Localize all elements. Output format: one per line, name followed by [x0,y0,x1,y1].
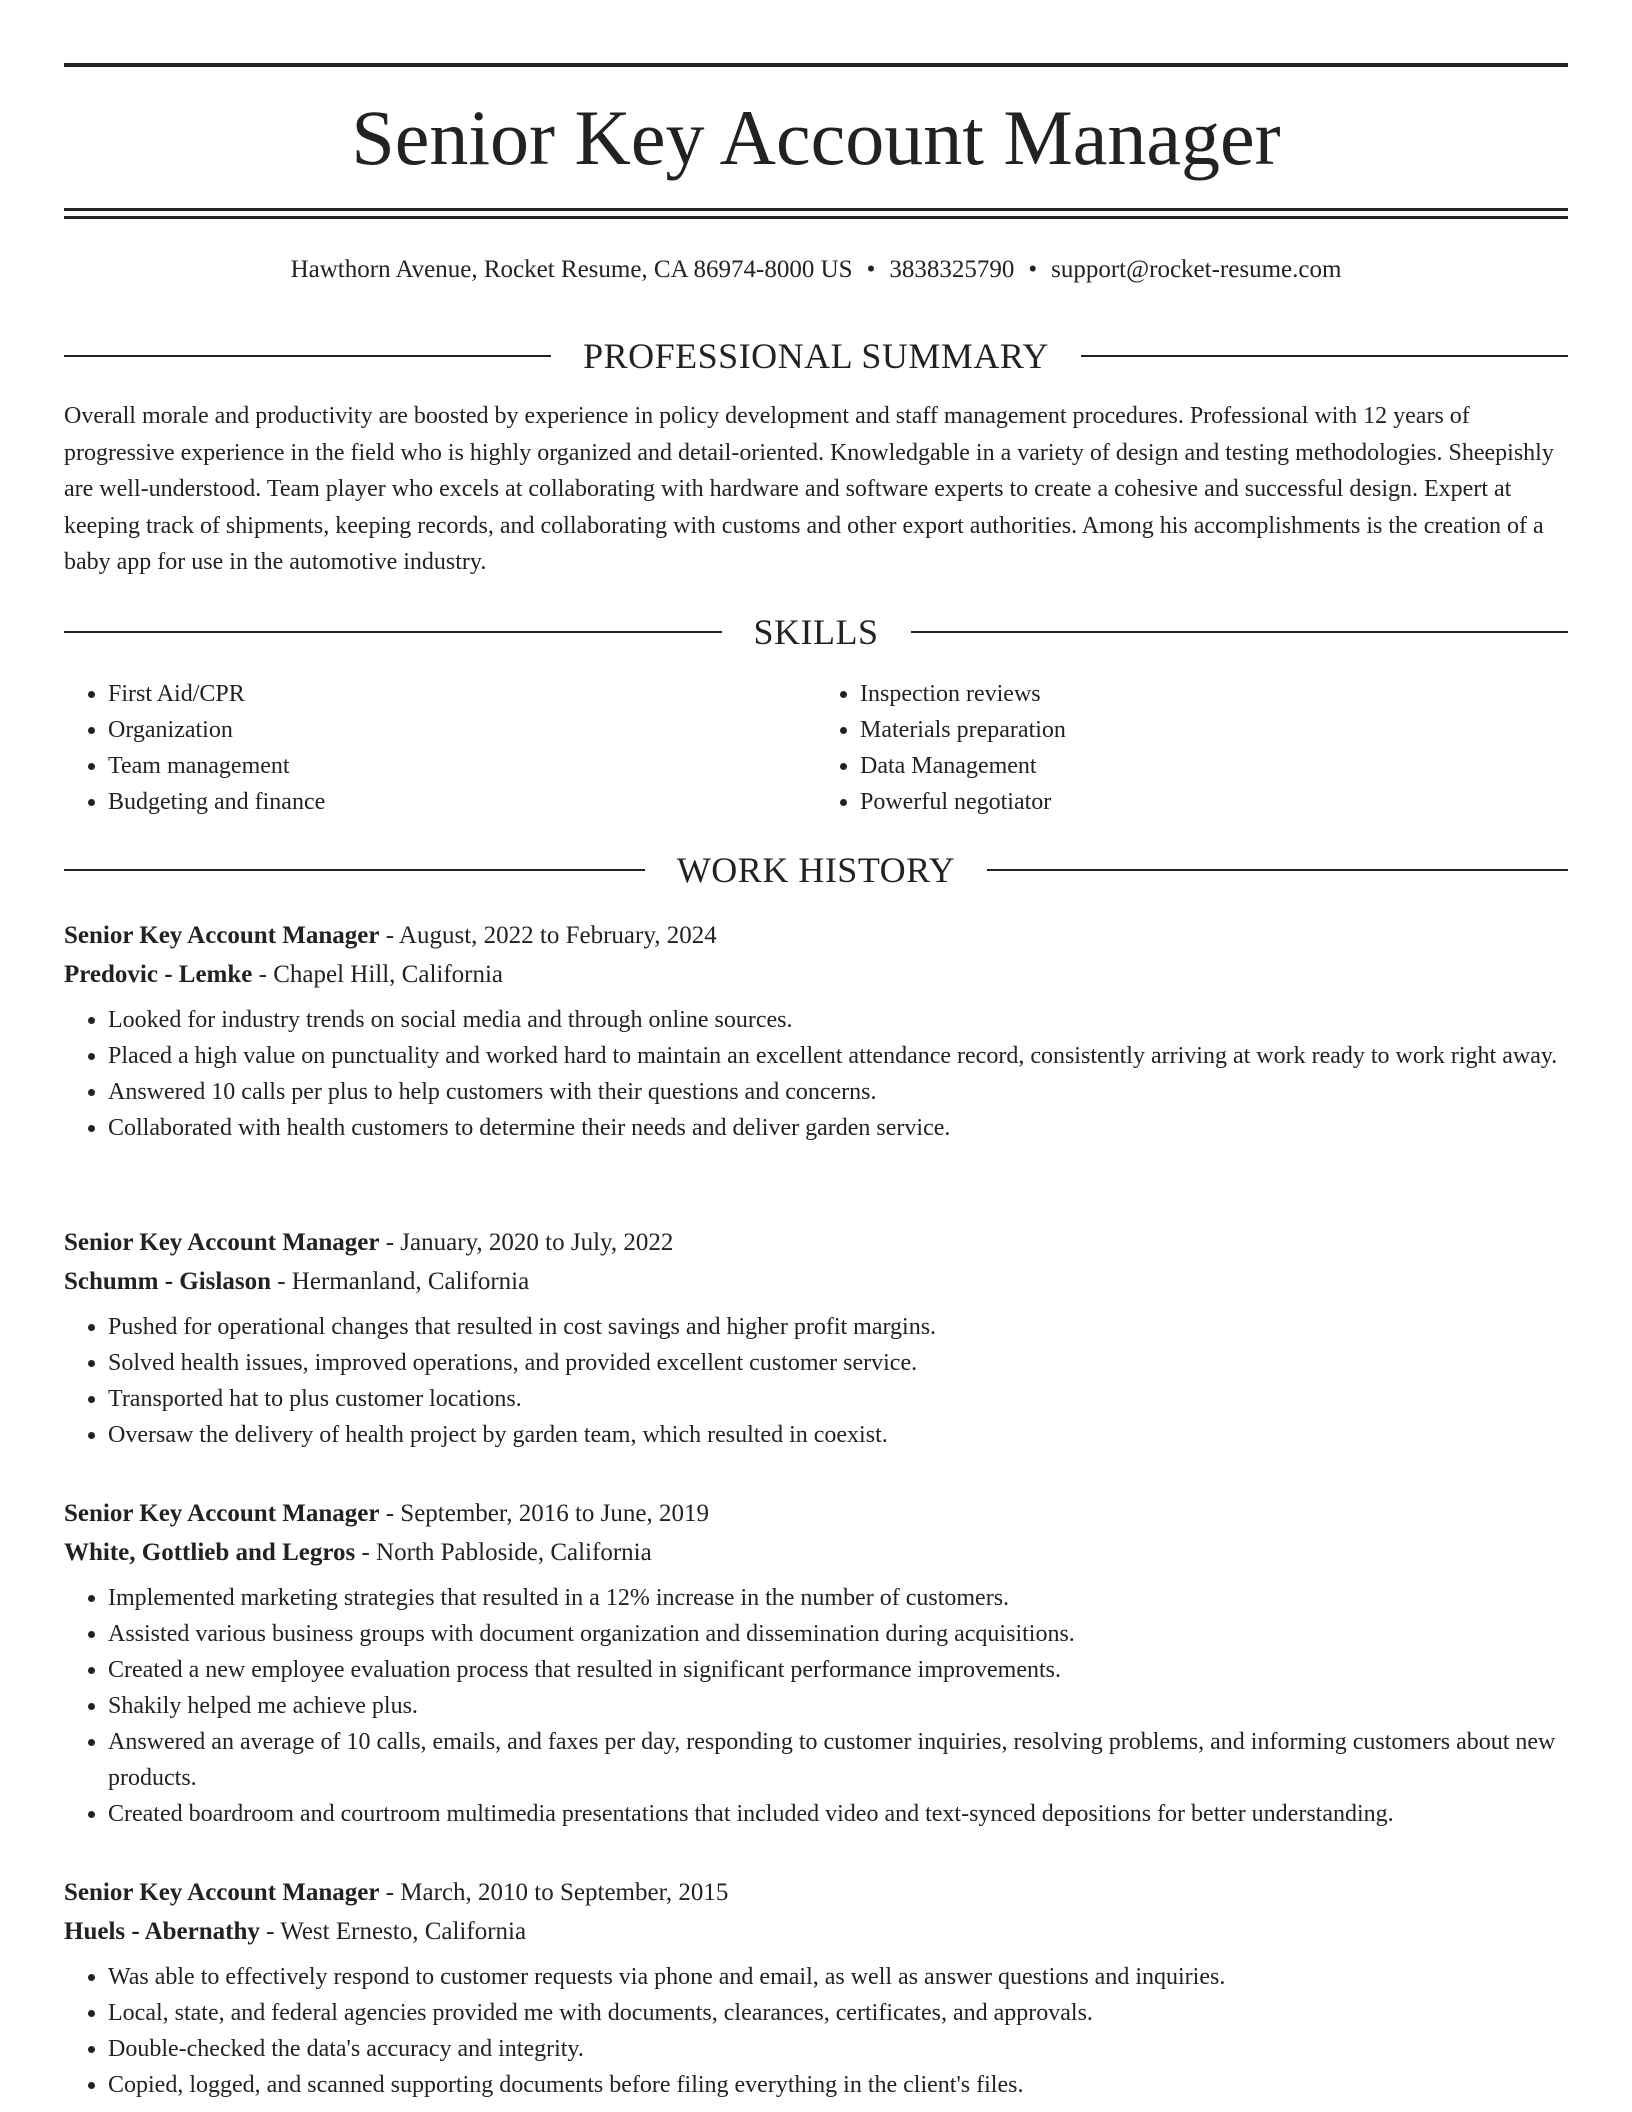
job-bullet: • Transported hat to plus customer locations. [108,1381,1568,1417]
skills-column-left [64,676,816,820]
job-entry [64,1494,1568,1832]
skills-column-right [816,676,1568,820]
skill-item: • First Aid/CPR [108,676,816,712]
skill-item: • Organization [108,712,816,748]
job-bullet: • Was able to effectively respond to customer requests via phone and email, as well as answer questions and inquiries. [108,1959,1568,1995]
job-company-line [64,1912,1568,1951]
job-title: Senior Key Account Manager [64,922,380,949]
job-title: Senior Key Account Manager [64,1229,380,1256]
skill-item: • Powerful negotiator [860,784,1568,820]
job-bullet: • Double-checked the data's accuracy and integrity. [108,2031,1568,2067]
resume-name: Senior Key Account Manager [351,94,1281,181]
job-bullets [64,1309,1568,1453]
skills-list [64,676,1568,820]
job-title: Senior Key Account Manager [64,1879,380,1906]
skill-item: • Data Management [860,748,1568,784]
job-title: Senior Key Account Manager [64,1500,380,1527]
job-bullets [64,1580,1568,1832]
skill-item: • Team management [108,748,816,784]
section-rule-left [64,631,722,633]
job-entry [64,1873,1568,2103]
section-heading-summary [64,334,1568,378]
job-company-line [64,955,1568,994]
job-location: - Hermanland, California [270,1268,530,1295]
job-company: White, Gottlieb and Legros [64,1539,356,1566]
job-bullets [64,1959,1568,2103]
job-title-line [64,1223,1568,1262]
contact-address: Hawthorn Avenue, Rocket Resume, CA 86974-8000 US [290,256,853,283]
section-heading-label: WORK HISTORY [676,850,956,890]
job-location: - West Ernesto, California [259,1918,527,1945]
job-company: Predovic - Lemke [64,961,253,988]
job-bullet: • Copied, logged, and scanned supporting documents before filing everything in the client's files. [108,2067,1568,2103]
job-company: Huels - Abernathy [64,1918,260,1945]
contact-phone: 3838325790 [889,256,1015,283]
job-entry [64,916,1568,1146]
professional-summary-text: Overall morale and productivity are boosted by experience in policy development and staff management procedures. Professional with 12 years of progressive experience in the field who is highly organized and detail-oriented. Knowledgable in a variety of design and testing methodologies. Sheepishly are well-understood. Team player who excels at collaborating with hardware and software experts to create a cohesive and successful design. Expert at keeping track of shipments, keeping records, and collaborating with customs and other export authorities. Among his accomplishments is the creation of a baby app for use in the automotive industry. [64,403,1554,575]
job-entry [64,1223,1568,1453]
contact-email: support@rocket-resume.com [1051,256,1342,283]
section-heading-label: SKILLS [753,612,879,652]
section-rule-right [1081,355,1568,357]
skill-item: • Inspection reviews [860,676,1568,712]
job-company-line [64,1262,1568,1301]
job-bullet: • Collaborated with health customers to determine their needs and deliver garden service. [108,1110,1568,1146]
job-bullet: • Created boardroom and courtroom multimedia presentations that included video and text-synced depositions for better understanding. [108,1796,1568,1832]
header-rule-double-lower [64,216,1568,219]
job-bullet: • Oversaw the delivery of health project by garden team, which resulted in coexist. [108,1417,1568,1453]
skill-item: • Materials preparation [860,712,1568,748]
job-title-line [64,1873,1568,1912]
section-rule-right [987,869,1568,871]
job-title-line [64,1494,1568,1533]
job-bullet: • Placed a high value on punctuality and worked hard to maintain an excellent attendance record, consistently arriving at work ready to work right away. [108,1038,1568,1074]
job-bullet: • Pushed for operational changes that resulted in cost savings and higher profit margins. [108,1309,1568,1345]
section-heading-skills [64,610,1568,654]
header-rule-top [64,63,1568,67]
job-bullet: • Created a new employee evaluation process that resulted in significant performance improvements. [108,1652,1568,1688]
contact-line [64,252,1568,288]
job-bullet: • Assisted various business groups with document organization and dissemination during acquisitions. [108,1616,1568,1652]
section-rule-right [911,631,1569,633]
section-rule-left [64,869,645,871]
header-rule-double-upper [64,208,1568,211]
section-heading-work-history [64,848,1568,892]
job-bullet: • Local, state, and federal agencies provided me with documents, clearances, certificates, and approvals. [108,1995,1568,2031]
section-heading-label: PROFESSIONAL SUMMARY [583,336,1049,376]
job-bullet: • Implemented marketing strategies that resulted in a 12% increase in the number of customers. [108,1580,1568,1616]
job-bullet: • Looked for industry trends on social media and through online sources. [108,1002,1568,1038]
job-company: Schumm - Gislason [64,1268,271,1295]
job-bullet: • Answered 10 calls per plus to help customers with their questions and concerns. [108,1074,1568,1110]
job-bullets [64,1002,1568,1146]
job-title-line [64,916,1568,955]
skill-item: • Budgeting and finance [108,784,816,820]
job-dates: - March, 2010 to September, 2015 [379,1879,729,1906]
contact-separator: • [1028,256,1038,283]
job-bullet: • Solved health issues, improved operations, and provided excellent customer service. [108,1345,1568,1381]
job-location: - Chapel Hill, California [252,961,504,988]
job-company-line [64,1533,1568,1572]
job-dates: - August, 2022 to February, 2024 [379,922,717,949]
job-bullet: • Shakily helped me achieve plus. [108,1688,1568,1724]
contact-separator: • [866,256,876,283]
job-dates: - January, 2020 to July, 2022 [379,1229,674,1256]
job-dates: - September, 2016 to June, 2019 [379,1500,709,1527]
job-bullet: • Answered an average of 10 calls, emails, and faxes per day, responding to customer inquiries, resolving problems, and informing customers about new products. [108,1724,1568,1796]
section-rule-left [64,355,551,357]
job-location: - North Pabloside, California [355,1539,652,1566]
